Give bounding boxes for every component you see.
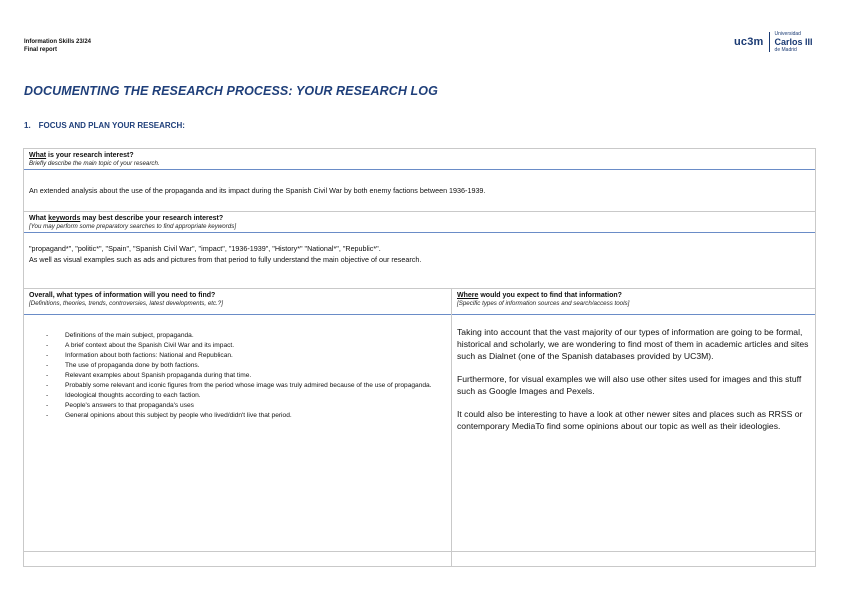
information-needs-box <box>23 289 816 567</box>
research-interest-question-cell <box>24 149 815 170</box>
empty-footer-row <box>24 551 815 567</box>
empty-cell-left <box>24 552 452 567</box>
page-title: DOCUMENTING THE RESEARCH PROCESS: YOUR RESEARCH LOG <box>24 84 438 98</box>
list-item: - Definitions of the main subject, propaganda. <box>46 332 194 339</box>
info-sources-column <box>452 289 815 551</box>
keywords-hint: [You may perform some preparatory searches to find appropriate keywords] <box>29 223 237 230</box>
info-types-column <box>24 289 452 551</box>
research-interest-question: What is your research interest? <box>29 152 134 159</box>
keywords-question: What keywords may best describe your research interest? <box>29 215 224 222</box>
section-heading <box>24 121 185 130</box>
list-item: - Probably some relevant and iconic figures from the period whose image was truly admired because of the use of propaganda. <box>46 382 432 389</box>
info-sources-answer <box>452 315 815 432</box>
list-item: - Ideological thoughts according to each faction. <box>46 392 201 399</box>
research-interest-answer: An extended analysis about the use of the propaganda and its impact during the Spanish Civil War by both enemy factions between 1936-1939. <box>29 186 486 195</box>
course-label: Information Skills 23/24 <box>24 39 92 45</box>
list-item: - Relevant examples about Spanish propaganda during that time. <box>46 372 252 379</box>
info-sources-question-cell <box>452 289 815 315</box>
answer-paragraph: Taking into account that the vast majority of our types of information are going to be formal, historical and scholarly, we are wondering to find most of them in academic articles and sites such as Dialnet (one of the Spanish databases provided by UC3M). <box>457 327 809 361</box>
uc3m-logo <box>734 30 813 54</box>
empty-cell-right <box>452 552 815 567</box>
list-item: - Information about both factions: National and Republican. <box>46 352 233 359</box>
list-item: - People's answers to that propaganda's uses <box>46 402 194 409</box>
logo-uc3m-text: uc3m <box>734 36 764 48</box>
list-item: - The use of propaganda done by both factions. <box>46 362 200 369</box>
logo-separator <box>769 32 770 52</box>
keywords-question-cell <box>24 212 815 233</box>
logo-small-bottom: de Madrid <box>774 46 797 53</box>
logo-big: Carlos III <box>774 36 813 47</box>
section-label: FOCUS AND PLAN YOUR RESEARCH: <box>38 121 185 130</box>
keywords-box <box>23 212 816 289</box>
answer-paragraph: It could also be interesting to have a look at other newer sites and places such as RRSS or contemporary MediaTo find some opinions about our topic as well as their ideologies. <box>457 409 803 431</box>
info-types-list <box>24 315 451 421</box>
info-sources-hint: [Specific types of information sources and search/access tools] <box>457 300 630 307</box>
report-label: Final report <box>24 47 58 53</box>
section-number: 1. <box>24 121 31 130</box>
info-types-question-cell <box>24 289 451 315</box>
info-types-hint: [Definitions, theories, trends, controversies, latest developments, etc.?] <box>29 300 223 307</box>
list-item: - A brief context about the Spanish Civil War and its impact. <box>46 342 235 349</box>
list-item: - General opinions about this subject by people who lived/didn't live that period. <box>46 412 292 419</box>
keywords-visual-note: As well as visual examples such as ads and pictures from that period to fully understand the main objective of our research. <box>29 255 422 264</box>
info-sources-question: Where would you expect to find that information? <box>457 292 622 299</box>
document-header <box>24 38 91 54</box>
keywords-answer <box>24 233 815 265</box>
answer-paragraph: Furthermore, for visual examples we will also use other sites used for images and this stuff such as Google Images and Pexels. <box>457 374 802 396</box>
research-interest-hint: Briefly describe the main topic of your research. <box>29 160 160 167</box>
logo-small-top: Universidad <box>774 30 801 37</box>
keywords-list: "propagand*", "politic*", "Spain", "Spanish Civil War", "impact", "1936-1939", "History*" "National*", "Republic*". <box>29 244 381 253</box>
info-types-question: Overall, what types of information will you need to find? <box>29 292 216 299</box>
logo-university-name <box>775 31 813 54</box>
research-interest-box <box>23 148 816 212</box>
